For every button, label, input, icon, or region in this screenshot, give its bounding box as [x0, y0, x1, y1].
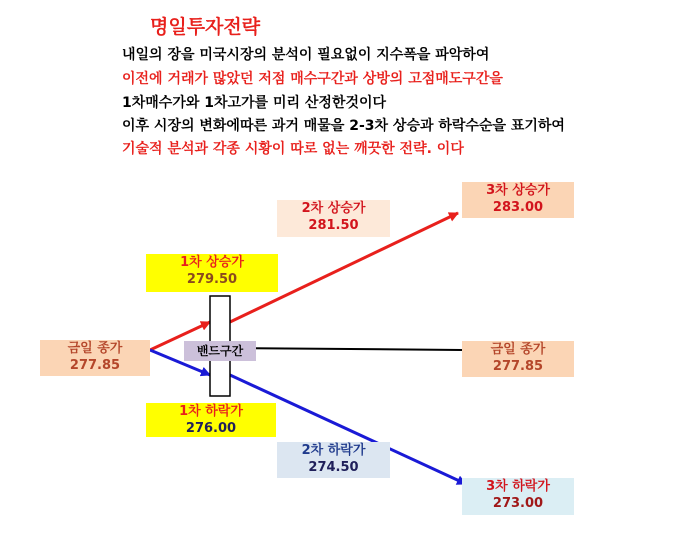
up1-box — [146, 254, 278, 292]
strategy-line-1: 내일의 장을 미국시장의 분석이 필요없이 지수폭을 파악하여 — [122, 47, 490, 63]
strategy-line-3: 1차매수가와 1차고가를 미리 산정한것이다 — [122, 95, 387, 111]
up2-box — [277, 200, 390, 237]
up2-value: 281.50 — [308, 218, 359, 233]
close-left-box — [40, 340, 150, 376]
down1-value: 276.00 — [185, 421, 237, 436]
down3-label: 3차 하락가 — [486, 479, 550, 494]
close-left-value: 277.85 — [69, 358, 121, 373]
up1-label: 1차 상승가 — [180, 255, 244, 270]
close-right-label: 금일 종가 — [490, 342, 546, 357]
strategy-line-2: 이전에 거래가 많았던 저점 매수구간과 상방의 고점매도구간을 — [122, 71, 503, 87]
down3-box — [462, 478, 574, 515]
down2-label: 2차 하락가 — [301, 443, 366, 458]
down3-value: 273.00 — [492, 496, 544, 511]
up3-value: 283.00 — [492, 200, 544, 215]
up2-label: 2차 상승가 — [301, 201, 366, 216]
up3-label: 3차 상승가 — [486, 183, 550, 198]
close-left-label: 금일 종가 — [67, 341, 123, 356]
strategy-line-5: 기술적 분석과 각종 시황이 따로 없는 깨끗한 전략. 이다 — [122, 141, 464, 157]
page-title: 명일투자전략 — [150, 16, 261, 38]
band-line — [230, 348, 462, 350]
up3-box — [462, 182, 574, 218]
down1-label: 1차 하락가 — [179, 404, 243, 419]
up1-value: 279.50 — [186, 272, 238, 287]
down2-value: 274.50 — [308, 460, 359, 475]
band-label: 밴드구간 — [184, 341, 256, 361]
close-right-value: 277.85 — [492, 359, 544, 374]
strategy-line-4: 이후 시장의 변화에따른 과거 매물을 2-3차 상승과 하락수순을 표기하여 — [122, 118, 565, 134]
close-right-box — [462, 341, 574, 377]
down1-box — [146, 403, 276, 437]
down2-box — [277, 442, 390, 478]
